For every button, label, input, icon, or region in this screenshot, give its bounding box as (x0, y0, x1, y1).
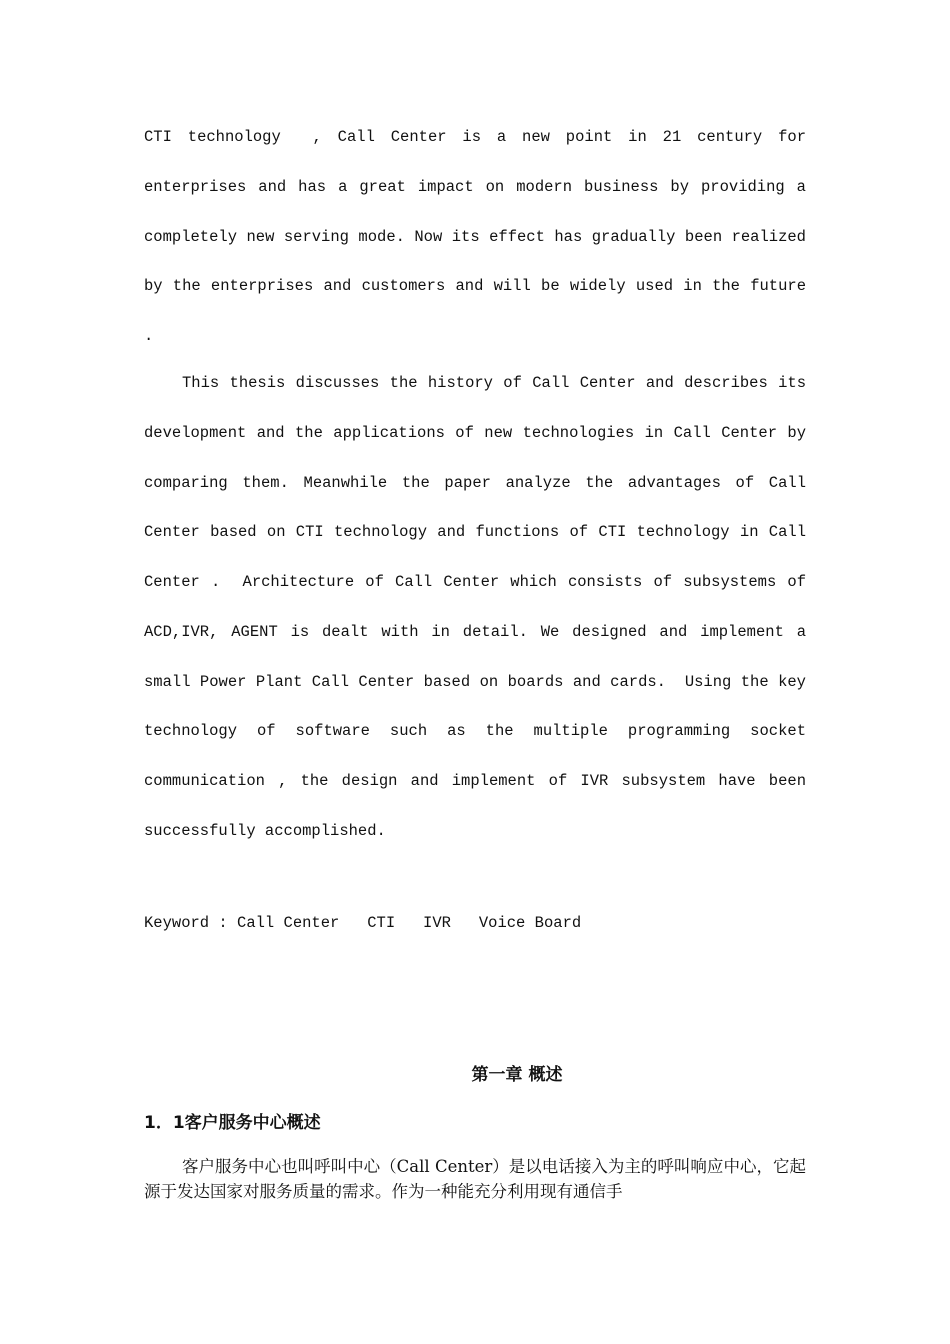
keywords-line: Keyword : Call Center CTI IVR Voice Board (144, 914, 582, 932)
section-title: 1．1客户服务中心概述 (144, 1113, 321, 1133)
abstract-paragraph-2: This thesis discusses the history of Call Center and describes its development and the applications of new technologies in Call Center by comparing them. Meanwhile the paper analyze the advantages of Call Center based on CTI technology and functions of CTI technology in Call Center . Architecture of Call Center which consists of subsystems of ACD,IVR, AGENT is dealt with in detail. We designed and implement a small Power Plant Call Center based on boards and cards. Using the key technology of software such as the multiple programming socket communication , the design and implement of IVR subsystem have been successfully accomplished. (144, 374, 806, 840)
body-paragraph: 客户服务中心也叫呼叫中心（Call Center）是以电话接入为主的呼叫响应中心，它起源于发达国家对服务质量的需求。作为一种能充分利用现有通信手 (144, 1157, 806, 1201)
abstract-paragraph-1: CTI technology , Call Center is a new point in 21 century for enterprises and has a great impact on modern business by providing a completely new serving mode. Now its effect has gradually been realized by the enterprises and customers and will be widely used in the future . (144, 128, 806, 345)
chapter-title: 第一章 概述 (471, 1065, 563, 1085)
